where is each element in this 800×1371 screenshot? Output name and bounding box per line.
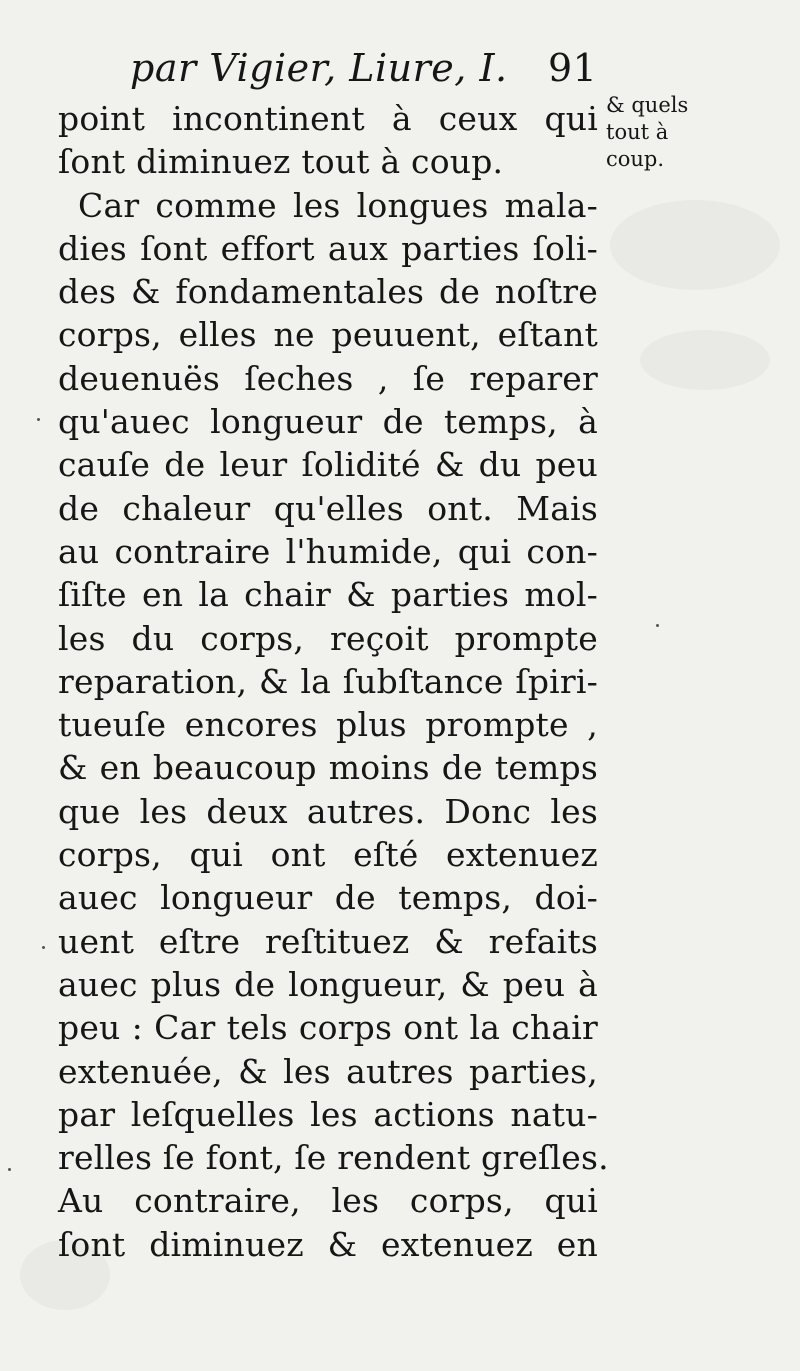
text-line: & en beaucoup moins de temps [58, 748, 598, 788]
text-line: par leſquelles les actions natu- [58, 1094, 598, 1134]
text-line: au contraire l'humide, qui con- [58, 531, 598, 571]
marginal-note-line: coup. [606, 147, 665, 171]
text-line: de chaleur qu'elles ont. Mais [58, 488, 598, 528]
body-text [58, 97, 609, 1266]
paper-stain [640, 330, 770, 390]
text-line: dies ſont effort aux parties ſoli- [58, 228, 598, 268]
text-line: auec plus de longueur, & peu à [58, 964, 598, 1004]
text-line: Car comme les longues mala- [78, 185, 598, 225]
text-line: reparation, & la ſubſtance ſpiri- [58, 661, 598, 701]
text-line: des & fondamentales de noſtre [58, 272, 598, 312]
text-line: corps, elles ne peuuent, eſtant [58, 315, 598, 355]
text-line: ſont diminuez & extenuez en [58, 1224, 598, 1264]
text-line: Au contraire, les corps, qui [58, 1181, 598, 1221]
text-line: extenuée, & les autres parties, [58, 1051, 598, 1091]
marginal-note-line: & quels [606, 93, 689, 117]
text-line: que les deux autres. Donc les [58, 791, 598, 831]
text-line: ſont diminuez tout à coup. [58, 142, 504, 182]
running-head [130, 46, 598, 96]
text-line: les du corps, reçoit prompte [58, 618, 598, 658]
text-line: point incontinent à ceux qui [58, 99, 598, 138]
ink-speck [37, 418, 40, 421]
text-line: relles ſe font, ſe rendent greſles. [58, 1138, 609, 1178]
text-line: auec longueur de temps, doi- [58, 878, 598, 918]
paper-stain [610, 200, 780, 290]
text-line: cauſe de leur ſolidité & du peu [58, 445, 598, 485]
marginal-note [606, 92, 706, 173]
running-head-title: par Vigier, Liure, I. [130, 46, 508, 90]
text-line: uent eſtre reſtituez & refaits [58, 921, 598, 961]
text-line: qu'auec longueur de temps, à [58, 402, 598, 442]
page-number: 91 [548, 46, 598, 90]
ink-speck [656, 624, 659, 627]
ink-speck [42, 946, 45, 949]
marginal-note-line: tout à [606, 120, 669, 144]
text-line: ſiſte en la chair & parties mol- [58, 575, 598, 615]
text-line: deuenuës ſeches , ſe reparer [58, 358, 598, 398]
text-line: peu : Car tels corps ont la chair [58, 1008, 598, 1048]
ink-speck [8, 1168, 11, 1171]
text-line: corps, qui ont eſté extenuez [58, 835, 598, 875]
text-line: tueuſe encores plus prompte , [58, 705, 598, 745]
